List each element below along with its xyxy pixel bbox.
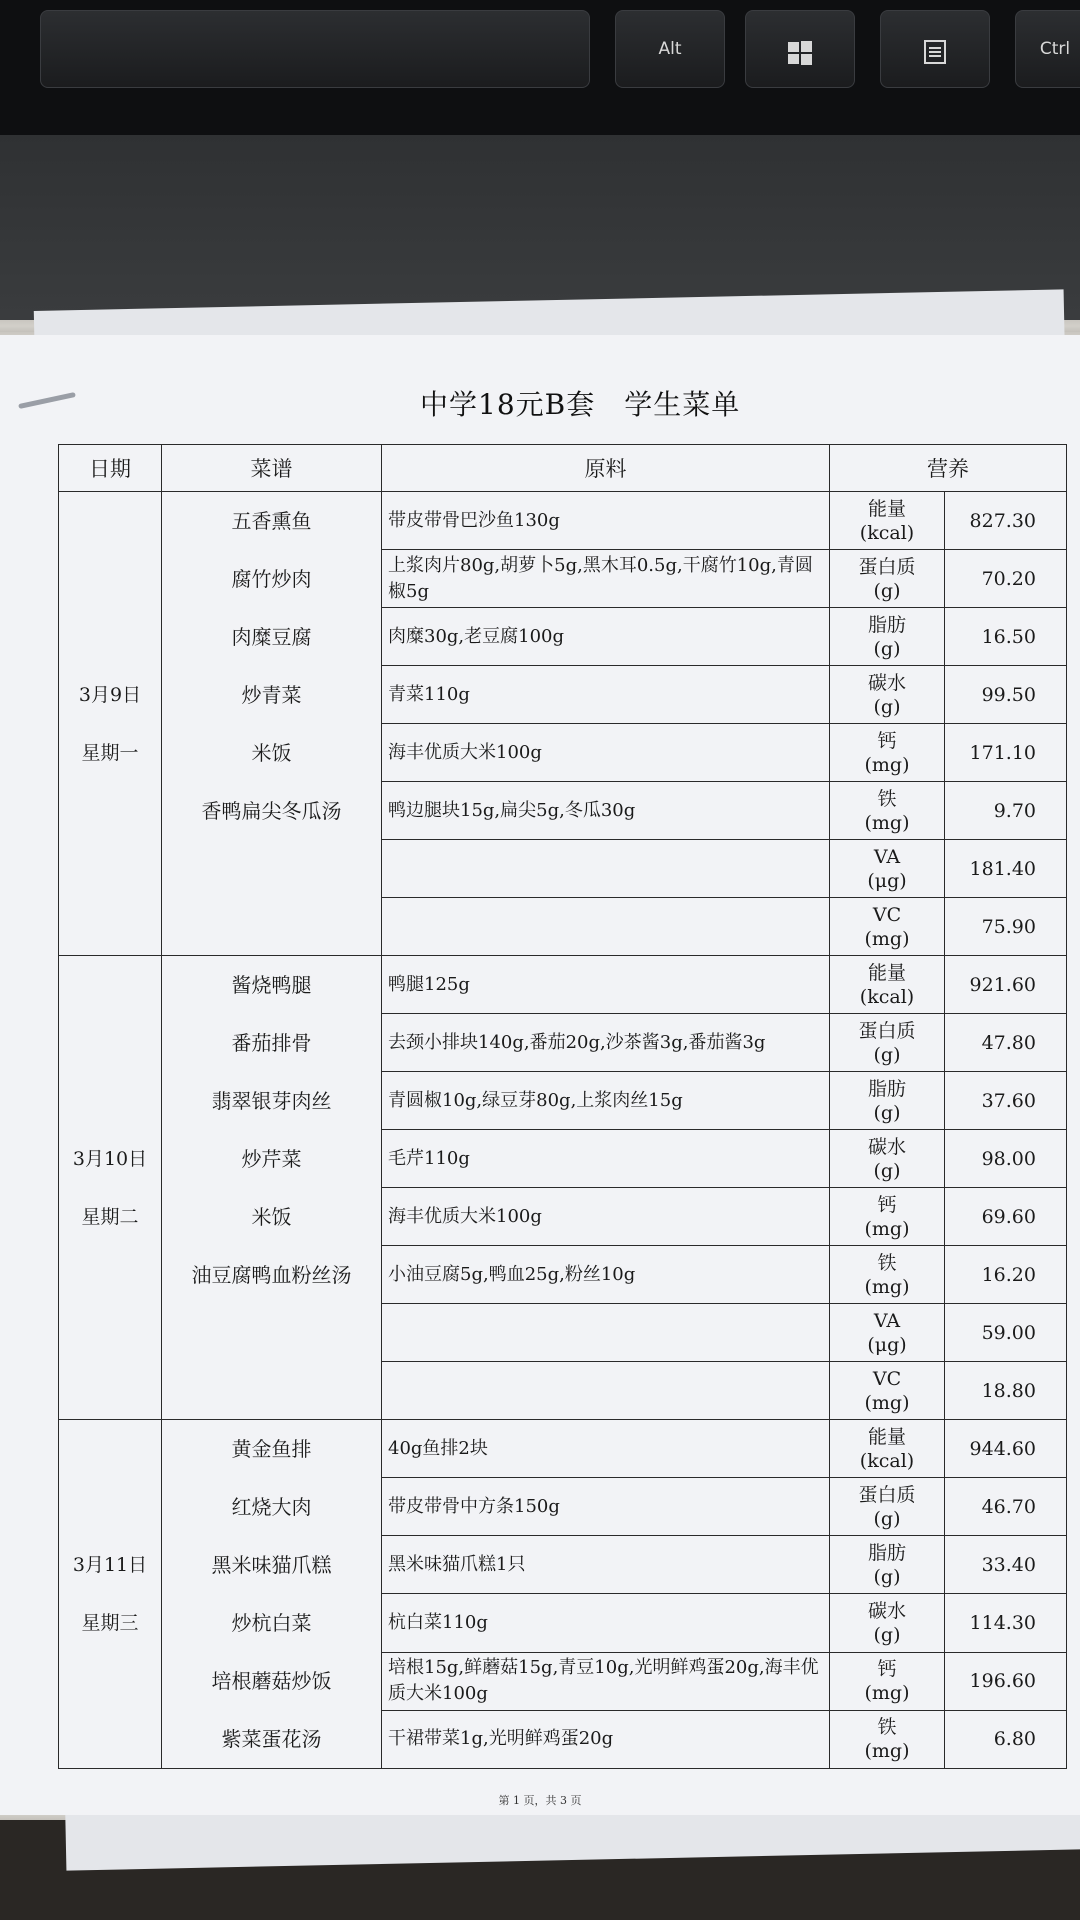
nutrient-label-cell xyxy=(830,666,945,724)
nutrient-value: 171.10 xyxy=(945,724,1067,782)
nutrient-label-cell xyxy=(830,1536,945,1594)
ingredient-cell: 培根15g,鲜蘑菇15g,青豆10g,光明鲜鸡蛋20g,海丰优质大米100g xyxy=(382,1652,830,1710)
ingredient-cell: 黑米味猫爪糕1只 xyxy=(382,1536,830,1594)
ingredient-cell xyxy=(382,1362,830,1420)
nutrient-unit: (μg) xyxy=(867,869,907,892)
nutrient-value: 69.60 xyxy=(945,1188,1067,1246)
nutrient-unit: (mg) xyxy=(864,1391,910,1414)
table-row xyxy=(59,492,1067,550)
ingredient-cell: 40g鱼排2块 xyxy=(382,1420,830,1478)
nutrient-name: 蛋白质 xyxy=(858,555,916,578)
header-date: 日期 xyxy=(59,445,162,492)
nutrient-name: 钙 xyxy=(877,729,897,752)
nutrient-name: 铁 xyxy=(877,1716,897,1739)
nutrient-unit: (mg) xyxy=(864,1682,910,1705)
header-menu: 菜谱 xyxy=(162,445,382,492)
nutrient-value: 827.30 xyxy=(945,492,1067,550)
menu-key-icon[interactable] xyxy=(880,10,990,88)
table-header-row xyxy=(59,445,1067,492)
dish-name: 炒杭白菜 xyxy=(231,1611,312,1635)
dish-name: 炒芹菜 xyxy=(241,1147,302,1171)
nutrient-unit: (mg) xyxy=(864,1740,910,1763)
nutrient-name: 脂肪 xyxy=(867,1077,906,1100)
nutrient-unit: (g) xyxy=(873,1507,901,1530)
table-row xyxy=(59,1420,1067,1478)
nutrient-unit: (kcal) xyxy=(859,1449,915,1472)
day-date-cell xyxy=(59,956,162,1420)
nutrient-value: 196.60 xyxy=(945,1652,1067,1710)
nutrient-label-cell xyxy=(830,492,945,550)
nutrient-name: 铁 xyxy=(877,787,897,810)
day-date-cell xyxy=(59,1420,162,1769)
nutrient-value: 33.40 xyxy=(945,1536,1067,1594)
dish-list-cell xyxy=(162,956,382,1420)
nutrient-label-cell xyxy=(830,1246,945,1304)
nutrient-value: 18.80 xyxy=(945,1362,1067,1420)
dish-list-cell xyxy=(162,1420,382,1769)
nutrient-label-cell xyxy=(830,1362,945,1420)
nutrient-name: 脂肪 xyxy=(867,1541,906,1564)
ingredient-cell: 海丰优质大米100g xyxy=(382,724,830,782)
nutrient-value: 59.00 xyxy=(945,1304,1067,1362)
dish-name: 黄金鱼排 xyxy=(231,1437,312,1461)
ingredient-cell xyxy=(382,840,830,898)
nutrient-name: VA xyxy=(873,1309,901,1332)
nutrient-label-cell xyxy=(830,608,945,666)
nutrient-name: 钙 xyxy=(877,1658,897,1681)
nutrient-name: 钙 xyxy=(877,1193,897,1216)
nutrient-name: 碳水 xyxy=(867,1135,906,1158)
key-space[interactable] xyxy=(40,10,590,88)
ingredient-cell: 上浆肉片80g,胡萝卜5g,黑木耳0.5g,干腐竹10g,青圆椒5g xyxy=(382,550,830,608)
dish-name: 翡翠银芽肉丝 xyxy=(211,1089,332,1113)
table-body xyxy=(59,492,1067,1769)
nutrient-label-cell xyxy=(830,840,945,898)
day-weekday: 星期一 xyxy=(81,741,139,764)
nutrient-name: 脂肪 xyxy=(867,613,906,636)
dish-name: 米饭 xyxy=(251,1205,292,1229)
nutrient-label-cell xyxy=(830,1304,945,1362)
nutrient-label-cell xyxy=(830,1652,945,1710)
menu-table xyxy=(58,444,1067,1769)
dish-name: 红烧大肉 xyxy=(231,1495,312,1519)
nutrient-name: 碳水 xyxy=(867,671,906,694)
nutrient-unit: (μg) xyxy=(867,1333,907,1356)
day-date: 3月11日 xyxy=(72,1554,148,1576)
day-weekday: 星期三 xyxy=(81,1612,139,1634)
nutrient-label-cell xyxy=(830,1710,945,1768)
dish-list-cell xyxy=(162,492,382,956)
nutrient-unit: (kcal) xyxy=(859,985,915,1008)
dish-name: 培根蘑菇炒饭 xyxy=(211,1669,332,1693)
nutrient-value: 9.70 xyxy=(945,782,1067,840)
nutrient-unit: (g) xyxy=(873,1565,901,1588)
nutrient-unit: (g) xyxy=(873,1101,901,1124)
ingredient-cell: 去颈小排块140g,番茄20g,沙茶酱3g,番茄酱3g xyxy=(382,1014,830,1072)
nutrient-value: 47.80 xyxy=(945,1014,1067,1072)
dish-name: 炒青菜 xyxy=(241,683,302,707)
dish-name: 腐竹炒肉 xyxy=(231,567,312,591)
nutrient-name: 碳水 xyxy=(867,1600,906,1623)
ingredient-cell: 海丰优质大米100g xyxy=(382,1188,830,1246)
nutrient-unit: (mg) xyxy=(864,927,910,950)
nutrient-unit: (g) xyxy=(873,637,901,660)
dish-name: 五香熏鱼 xyxy=(231,509,312,533)
nutrient-value: 181.40 xyxy=(945,840,1067,898)
page-title: 中学18元B套 学生菜单 xyxy=(420,388,741,421)
nutrient-value: 75.90 xyxy=(945,898,1067,956)
nutrient-label-cell xyxy=(830,898,945,956)
nutrient-value: 37.60 xyxy=(945,1072,1067,1130)
day-weekday: 星期二 xyxy=(81,1205,139,1228)
nutrient-name: 能量 xyxy=(867,961,906,984)
nutrient-value: 16.20 xyxy=(945,1246,1067,1304)
ingredient-cell: 鸭边腿块15g,扁尖5g,冬瓜30g xyxy=(382,782,830,840)
keyboard xyxy=(0,0,1080,135)
nutrient-unit: (mg) xyxy=(864,1275,910,1298)
nutrient-label-cell xyxy=(830,1420,945,1478)
nutrient-unit: (g) xyxy=(873,1159,901,1182)
key-alt[interactable]: Alt xyxy=(615,10,725,88)
dish-name: 肉糜豆腐 xyxy=(231,625,312,649)
nutrient-label-cell xyxy=(830,782,945,840)
nutrient-label-cell xyxy=(830,724,945,782)
nutrient-unit: (kcal) xyxy=(859,521,915,544)
header-nutrition: 营养 xyxy=(830,445,1067,492)
nutrient-name: 蛋白质 xyxy=(858,1019,916,1042)
ingredient-cell: 小油豆腐5g,鸭血25g,粉丝10g xyxy=(382,1246,830,1304)
dish-name: 油豆腐鸭血粉丝汤 xyxy=(191,1263,352,1287)
nutrient-unit: (mg) xyxy=(864,753,910,776)
nutrient-value: 16.50 xyxy=(945,608,1067,666)
nutrient-unit: (g) xyxy=(873,695,901,718)
ingredient-cell xyxy=(382,898,830,956)
nutrient-value: 944.60 xyxy=(945,1420,1067,1478)
nutrient-name: VC xyxy=(872,1367,902,1390)
day-date: 3月10日 xyxy=(72,1147,148,1170)
ingredient-cell: 青圆椒10g,绿豆芽80g,上浆肉丝15g xyxy=(382,1072,830,1130)
nutrient-name: 能量 xyxy=(867,1425,906,1448)
ingredient-cell: 带皮带骨巴沙鱼130g xyxy=(382,492,830,550)
nutrient-name: 蛋白质 xyxy=(858,1483,916,1506)
dish-name: 紫菜蛋花汤 xyxy=(221,1727,322,1751)
dish-name: 酱烧鸭腿 xyxy=(231,973,312,997)
dish-name: 米饭 xyxy=(251,741,292,765)
nutrient-label-cell xyxy=(830,1014,945,1072)
ingredient-cell: 带皮带骨中方条150g xyxy=(382,1478,830,1536)
nutrient-label-cell xyxy=(830,1188,945,1246)
nutrient-unit: (mg) xyxy=(864,1217,910,1240)
dish-name: 番茄排骨 xyxy=(231,1031,312,1055)
nutrient-unit: (mg) xyxy=(864,811,910,834)
dish-name: 香鸭扁尖冬瓜汤 xyxy=(201,799,342,823)
day-date-cell xyxy=(59,492,162,956)
nutrient-name: VA xyxy=(873,845,901,868)
ingredient-cell: 肉糜30g,老豆腐100g xyxy=(382,608,830,666)
header-ingredients: 原料 xyxy=(382,445,830,492)
ingredient-cell: 干裙带菜1g,光明鲜鸡蛋20g xyxy=(382,1710,830,1768)
windows-key-icon[interactable] xyxy=(745,10,855,88)
nutrient-value: 114.30 xyxy=(945,1594,1067,1652)
nutrient-label-cell xyxy=(830,1594,945,1652)
nutrient-label-cell xyxy=(830,1072,945,1130)
nutrient-name: VC xyxy=(872,903,902,926)
day-date: 3月9日 xyxy=(78,683,142,706)
ingredient-cell: 杭白菜110g xyxy=(382,1594,830,1652)
nutrient-name: 能量 xyxy=(867,497,906,520)
nutrient-label-cell xyxy=(830,1130,945,1188)
nutrient-label-cell xyxy=(830,550,945,608)
dish-name: 黑米味猫爪糕 xyxy=(211,1553,332,1577)
ingredient-cell: 青菜110g xyxy=(382,666,830,724)
page-footer: 第 1 页，共 3 页 xyxy=(498,1794,582,1807)
nutrient-value: 99.50 xyxy=(945,666,1067,724)
nutrient-label-cell xyxy=(830,956,945,1014)
nutrient-unit: (g) xyxy=(873,1043,901,1066)
nutrient-unit: (g) xyxy=(873,1624,901,1647)
ingredient-cell xyxy=(382,1304,830,1362)
nutrient-name: 铁 xyxy=(877,1251,897,1274)
nutrient-value: 6.80 xyxy=(945,1710,1067,1768)
nutrient-unit: (g) xyxy=(873,579,901,602)
key-ctrl[interactable]: Ctrl xyxy=(1015,10,1080,88)
table-row xyxy=(59,956,1067,1014)
nutrient-label-cell xyxy=(830,1478,945,1536)
nutrient-value: 46.70 xyxy=(945,1478,1067,1536)
ingredient-cell: 毛芹110g xyxy=(382,1130,830,1188)
nutrient-value: 921.60 xyxy=(945,956,1067,1014)
nutrient-value: 98.00 xyxy=(945,1130,1067,1188)
nutrient-value: 70.20 xyxy=(945,550,1067,608)
ingredient-cell: 鸭腿125g xyxy=(382,956,830,1014)
